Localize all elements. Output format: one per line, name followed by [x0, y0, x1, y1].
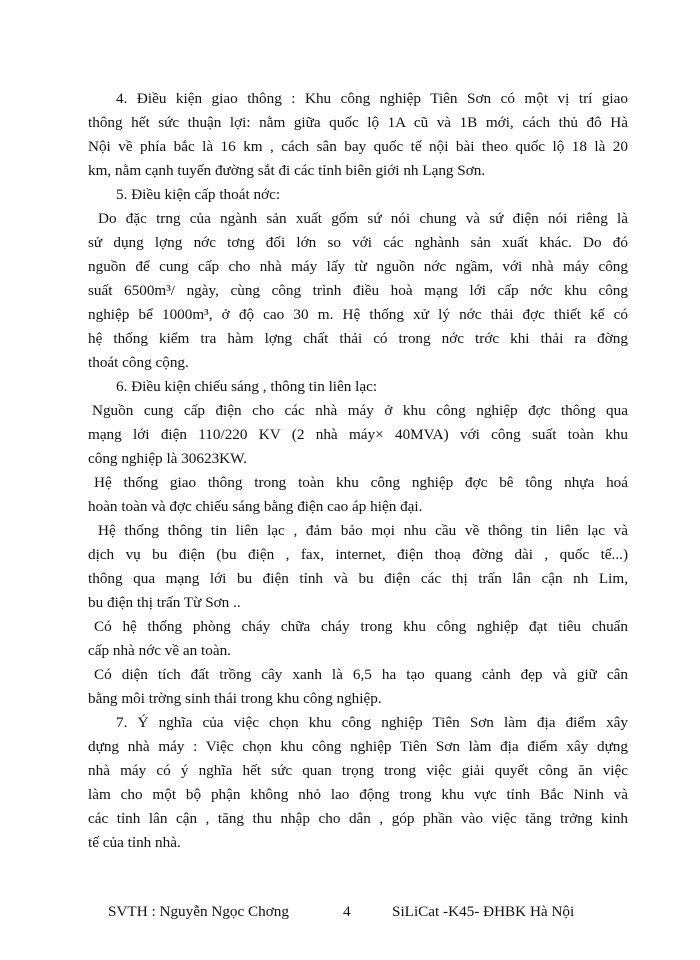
paragraph-line: Nội về phía bắc là 16 km , cách sân bay quốc tế nội bài theo quốc lộ 18 là 20 [88, 138, 628, 155]
heading-site-significance: 7. Ý nghĩa của việc chọn khu công nghiệp Tiên Sơn làm địa điểm xây [116, 714, 628, 731]
paragraph-line: suất 6500m³/ ngày, cùng công trình điều hoà mạng lới cấp nớc khu công [88, 282, 628, 299]
paragraph-line: công nghiệp là 30623KW. [88, 450, 247, 467]
paragraph-line: bằng môi trờng sinh thái trong khu công nghiệp. [88, 690, 382, 707]
footer-institution: SiLiCat -K45- ĐHBK Hà Nội [392, 903, 575, 920]
paragraph-line: hệ thống kiểm tra hàm lợng chất thải có trong nớc trớc khi thải ra đờng [88, 330, 628, 347]
paragraph-line: các tỉnh lân cận , tăng thu nhập cho dân , góp phần vào việc tăng trởng kinh [88, 810, 628, 827]
paragraph-line: thông hết sức thuận lợi: nằm giữa quốc lộ 1A cũ và 1B mới, cách thủ đô Hà [88, 114, 628, 131]
paragraph-line: sử dụng lợng nớc tơng đối lớn so với các nghành sản xuất khác. Do đó [88, 234, 628, 251]
paragraph-line: km, nằm cạnh tuyến đường sắt đi các tỉnh biên giới nh Lạng Sơn. [88, 162, 486, 179]
paragraph-line: tế của tỉnh nhà. [88, 834, 181, 851]
paragraph-line: Do đặc trng của ngành sản xuất gốm sứ nói chung và sứ điện nói riêng là [98, 210, 628, 227]
paragraph-line: mạng lới điện 110/220 KV (2 nhà máy× 40MVA) với công suất toàn khu [88, 426, 628, 443]
paragraph-line: dịch vụ bu điện (bu điện , fax, internet, điện thoạ đờng dài , quốc tế...) [88, 546, 628, 563]
paragraph-line: làm cho một bộ phận không nhỏ lao động trong khu vực tỉnh Bắc Ninh và [88, 786, 628, 803]
paragraph-line: Nguồn cung cấp điện cho các nhà máy ở khu công nghiệp đợc thông qua [92, 402, 628, 419]
paragraph-line: dựng nhà máy : Việc chọn khu công nghiệp Tiên Sơn làm địa điểm xây dựng [88, 738, 628, 755]
heading-lighting-communication: 6. Điều kiện chiếu sáng , thông tin liên lạc: [116, 378, 378, 395]
paragraph-line: Có hệ thống phòng cháy chữa cháy trong khu công nghiệp đạt tiêu chuẩn [94, 618, 628, 635]
paragraph-line: thông qua mạng lới bu điện tỉnh và bu điện các thị trấn lân cận nh Lim, [88, 570, 628, 587]
paragraph-line: Hệ thống giao thông trong toàn khu công nghiệp đợc bê tông nhựa hoá [94, 474, 628, 491]
paragraph-line: nguồn để cung cấp cho nhà máy lấy từ nguồn nớc ngầm, với nhà máy công [88, 258, 628, 275]
paragraph-line: hoàn toàn và đợc chiếu sáng bằng điện cao áp hiện đại. [88, 498, 423, 515]
paragraph-line: nhà máy có ý nghĩa hết sức quan trọng trong việc giải quyết công ăn việc [88, 762, 628, 779]
paragraph-line: Hệ thống thông tin liên lạc , đảm bảo mọi nhu cầu về thông tin liên lạc và [98, 522, 628, 539]
heading-water-supply: 5. Điều kiện cấp thoát nớc: [116, 186, 281, 203]
footer-page-number: 4 [343, 903, 351, 920]
paragraph-line: cấp nhà nớc về an toàn. [88, 642, 231, 659]
paragraph-line: nghiệp bể 1000m³, ở độ cao 30 m. Hệ thống xử lý nớc thải đợc thiết kế có [88, 306, 628, 323]
paragraph-line: bu điện thị trấn Từ Sơn .. [88, 594, 241, 611]
heading-transport: 4. Điều kiện giao thông : Khu công nghiệp Tiên Sơn có một vị trí giao [116, 90, 628, 107]
footer-author: SVTH : Nguyễn Ngọc Chơng [108, 903, 289, 920]
paragraph-line: Có diện tích đất trồng cây xanh là 6,5 ha tạo quang cảnh đẹp và giữ cân [94, 666, 628, 683]
paragraph-line: thoát công cộng. [88, 354, 189, 371]
